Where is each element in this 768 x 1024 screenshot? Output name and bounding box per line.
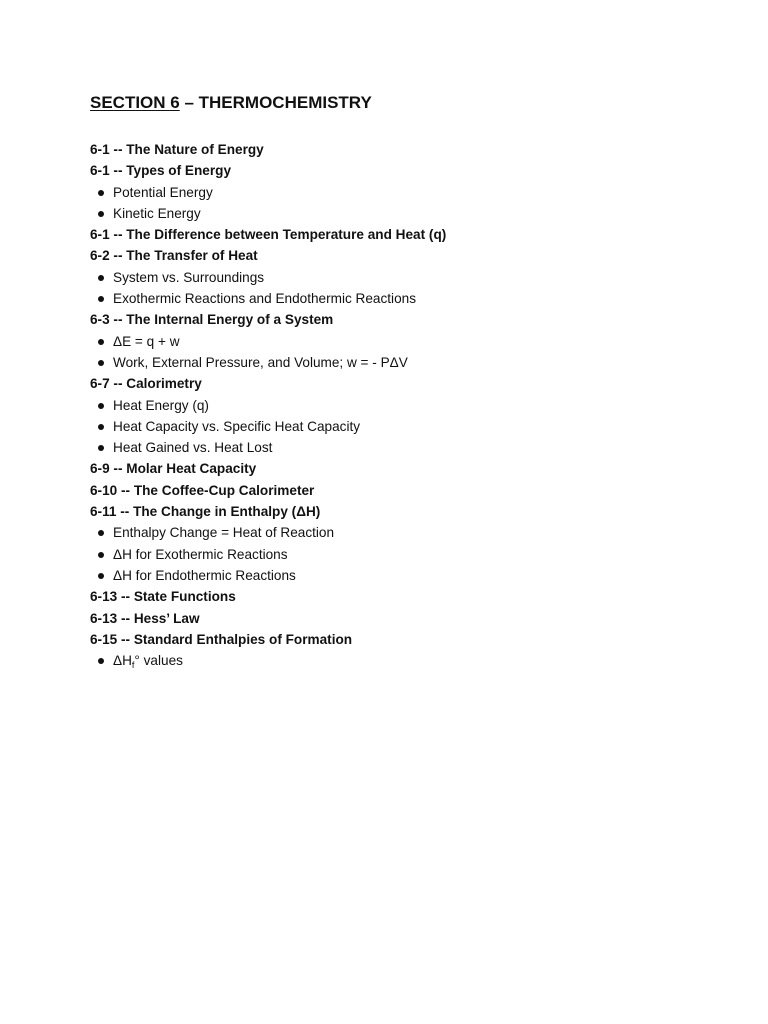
outline-bullet-item xyxy=(90,182,690,203)
outline-heading: 6-3 -- The Internal Energy of a System xyxy=(90,312,334,328)
bullet-text: Heat Capacity vs. Specific Heat Capacity xyxy=(113,418,361,434)
outline-heading: 6-9 -- Molar Heat Capacity xyxy=(90,461,257,477)
section-topic: – THERMOCHEMISTRY xyxy=(179,93,372,112)
outline-bullet-item xyxy=(90,331,690,352)
outline-bullet-item xyxy=(90,395,690,416)
outline-heading: 6-2 -- The Transfer of Heat xyxy=(90,248,258,264)
outline-bullet-item xyxy=(90,288,690,309)
bullet-text: Potential Energy xyxy=(113,184,213,200)
bullet-text: Exothermic Reactions and Endothermic Reactions xyxy=(113,291,416,307)
outline-heading: 6-7 -- Calorimetry xyxy=(90,376,202,392)
bullet-icon xyxy=(98,424,104,430)
enthalpy-suffix: ° values xyxy=(134,653,183,669)
outline-heading: 6-13 -- Hess’ Law xyxy=(90,610,200,626)
enthalpy-prefix: ΔH xyxy=(113,653,132,669)
outline-bullet-item xyxy=(90,565,690,586)
bullet-text: Work, External Pressure, and Volume; w = - PΔV xyxy=(113,354,408,370)
bullet-icon xyxy=(98,403,104,409)
bullet-icon xyxy=(98,275,104,281)
bullet-icon xyxy=(98,552,104,558)
bullet-text: ΔH for Endothermic Reactions xyxy=(113,567,296,583)
outline-bullet-item xyxy=(90,416,690,437)
bullet-text: Kinetic Energy xyxy=(113,205,201,221)
outline-bullet-item xyxy=(90,352,690,373)
bullet-icon xyxy=(98,296,104,302)
outline-heading: 6-11 -- The Change in Enthalpy (ΔH) xyxy=(90,504,321,520)
section-label: SECTION 6 xyxy=(90,93,180,112)
bullet-icon xyxy=(98,190,104,196)
outline-heading: 6-1 -- The Nature of Energy xyxy=(90,142,264,157)
bullet-text: ΔH for Exothermic Reactions xyxy=(113,546,288,562)
bullet-icon xyxy=(98,445,104,451)
bullet-icon xyxy=(98,339,104,345)
outline-bullet-item xyxy=(90,650,690,671)
outline-heading: 6-10 -- The Coffee-Cup Calorimeter xyxy=(90,482,315,498)
bullet-text: Heat Gained vs. Heat Lost xyxy=(113,440,273,456)
topic-outline xyxy=(90,139,690,671)
outline-heading: 6-1 -- Types of Energy xyxy=(90,163,232,179)
outline-bullet-item xyxy=(90,203,690,224)
outline-bullet-item xyxy=(90,437,690,458)
bullet-icon xyxy=(98,211,104,217)
outline-bullet-item xyxy=(90,522,690,543)
bullet-text: System vs. Surroundings xyxy=(113,269,265,285)
outline-bullet-item xyxy=(90,544,690,565)
bullet-text: ΔE = q + w xyxy=(113,333,180,349)
bullet-icon xyxy=(98,360,104,366)
outline-heading: 6-15 -- Standard Enthalpies of Formation xyxy=(90,631,353,647)
outline-heading: 6-13 -- State Functions xyxy=(90,589,236,605)
outline-bullet-item xyxy=(90,267,690,288)
page-title xyxy=(90,93,372,113)
outline-heading: 6-1 -- The Difference between Temperature and Heat (q) xyxy=(90,227,447,243)
bullet-icon xyxy=(98,530,104,536)
formation-subscript: f xyxy=(131,660,135,671)
bullet-text: Enthalpy Change = Heat of Reaction xyxy=(113,525,335,541)
bullet-icon xyxy=(98,573,104,579)
bullet-text: Heat Energy (q) xyxy=(113,397,209,413)
bullet-icon xyxy=(98,658,104,664)
